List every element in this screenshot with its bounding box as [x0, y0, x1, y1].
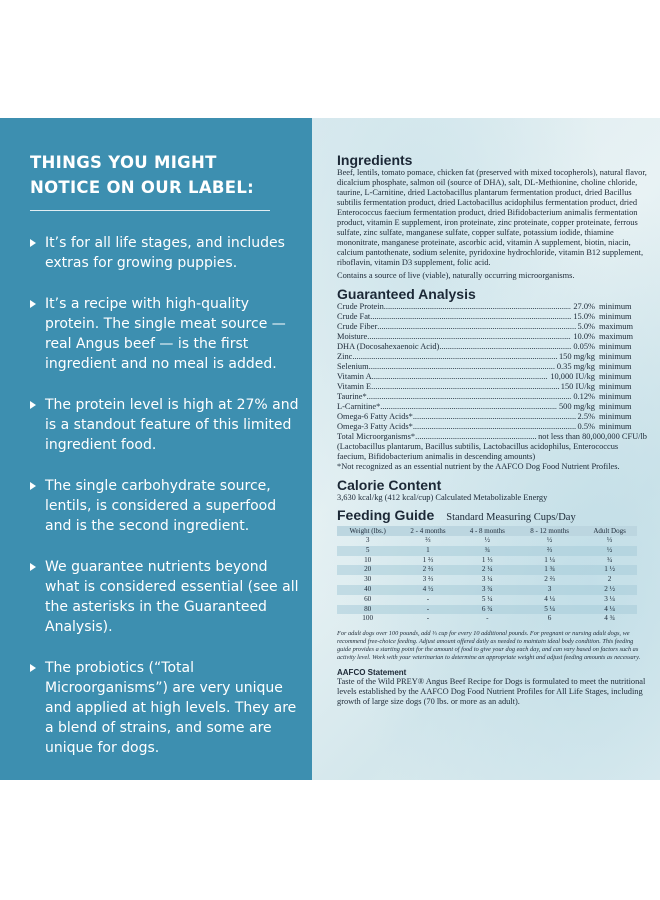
table-row [337, 585, 637, 595]
table-cell: 3 ¼ [604, 594, 615, 603]
ga-leader [370, 312, 571, 322]
table-cell: 5 ¼ [517, 605, 582, 615]
list-item-text: It’s a recipe with high-quality protein. The single meat source — real Angus beef — is the first ingredient and no meal is added. [45, 296, 286, 372]
ga-row [337, 422, 647, 432]
ga-name: Omega-6 Fatty Acids* [337, 412, 413, 421]
ga-unit: minimum [599, 342, 632, 351]
guaranteed-analysis-heading: Guaranteed Analysis [337, 286, 476, 302]
table-cell: 40 [337, 585, 398, 595]
ga-value: 27.0% [573, 302, 595, 311]
ga-name: L-Carnitine* [337, 402, 381, 411]
ga-value: 150 mg/kg [558, 352, 595, 361]
ga-unit: minimum [599, 352, 632, 361]
ga-value: 0.5% [577, 422, 595, 431]
table-cell: 60 [364, 594, 372, 603]
ga-unit: minimum [599, 422, 632, 431]
ga-name: Omega-3 Fatty Acids* [337, 422, 413, 431]
table-cell: ¾ [458, 546, 517, 556]
table-cell: - [426, 594, 430, 603]
ga-leader [380, 402, 557, 412]
ga-name: Crude Protein [337, 302, 384, 311]
table-row [337, 614, 637, 624]
table-cell: 100 [362, 614, 374, 623]
ga-unit: minimum [599, 312, 632, 321]
ga-name: Zinc [337, 352, 353, 361]
ga-leader [367, 332, 571, 342]
ga-unit: maximum [599, 322, 633, 331]
ga-name: Vitamin A [337, 372, 372, 381]
ga-value: 15.0% [573, 312, 595, 321]
ga-row [337, 402, 647, 412]
ga-value: 2.5% [577, 412, 595, 421]
table-cell: 6 [547, 614, 552, 623]
ga-leader [415, 432, 536, 442]
table-cell: 1 ½ [582, 565, 637, 575]
table-cell: 3 [365, 536, 370, 544]
nutrition-label [312, 118, 660, 780]
ga-row [337, 372, 647, 382]
ga-row [337, 392, 647, 402]
list-item-text: The probiotics (“Total Microorganisms”) are very unique and applied at high levels. They are a blend of strains, and some are unique for dogs. [45, 660, 297, 756]
table-cell: 1 [398, 546, 457, 556]
ga-leader [369, 362, 555, 372]
ingredients-heading: Ingredients [337, 152, 413, 168]
arrow-bullet-icon [30, 664, 36, 672]
table-cell: - [426, 614, 430, 623]
ga-row [337, 412, 647, 422]
ga-row [337, 302, 647, 312]
table-cell: 4 ¾ [604, 614, 615, 623]
title-divider [30, 210, 270, 211]
ga-leader [413, 412, 576, 422]
table-cell: - [486, 614, 489, 623]
ga-value: not less than 80,000,000 CFU/lb [538, 432, 647, 441]
ga-row [337, 382, 647, 392]
table-cell: 6 ¾ [458, 605, 517, 615]
table-row [337, 556, 637, 566]
ga-row [337, 312, 647, 322]
arrow-bullet-icon [30, 482, 36, 490]
feeding-guide-header [337, 507, 647, 523]
ga-value: 150 IU/kg [560, 382, 595, 391]
table-cell: ¾ [606, 555, 613, 564]
ga-row [337, 342, 647, 352]
feeding-guide-heading: Feeding Guide [337, 507, 435, 523]
ga-value: 10.0% [573, 332, 595, 341]
table-cell: 3 ¾ [458, 585, 517, 595]
ga-unit: minimum [599, 412, 632, 421]
ga-unit: minimum [599, 392, 632, 401]
table-cell: ⅔ [425, 536, 431, 544]
list-item [30, 557, 300, 637]
arrow-bullet-icon [30, 563, 36, 571]
ga-unit: minimum [599, 302, 632, 311]
table-cell: ½ [484, 536, 490, 544]
ga-unit: maximum [599, 332, 633, 341]
table-cell: 5 ¼ [481, 594, 493, 603]
aafco-text: Taste of the Wild PREY® Angus Beef Recipe for Dogs is formulated to meet the nutritional levels established by the AAFCO Dog Food Nutrient Profiles for All Life Stages, including growth of large size dogs (70 lbs. or more as an adult). [337, 677, 646, 707]
table-cell: 4 ¼ [544, 594, 555, 603]
ga-unit: minimum [599, 372, 632, 381]
ga-leader [352, 352, 557, 362]
feeding-column-header: Adult Dogs [582, 526, 637, 536]
ga-row [337, 352, 647, 362]
feeding-column-header: 8 - 12 months [517, 526, 582, 536]
ga-row [337, 322, 647, 332]
ga-value: 5.0% [577, 322, 595, 331]
ga-leader [371, 382, 559, 392]
aafco-heading: AAFCO Statement [337, 668, 407, 678]
list-item [30, 395, 300, 455]
highlights-title: THINGS YOU MIGHT NOTICE ON OUR LABEL: [30, 153, 255, 197]
ingredients-note: Contains a source of live (viable), naturally occurring microorganisms. [337, 271, 575, 280]
list-item-text: It’s for all life stages, and includes extras for growing puppies. [45, 235, 285, 271]
table-cell: - [398, 605, 457, 615]
table-cell: 30 [364, 575, 372, 584]
table-row [337, 575, 637, 585]
ga-unit: minimum [599, 402, 632, 411]
feeding-column-header: 2 - 4 months [398, 526, 457, 536]
table-row [337, 605, 637, 615]
table-cell: 2 ⅔ [398, 565, 457, 575]
ga-row [337, 362, 647, 372]
table-cell: 3 [517, 585, 582, 595]
table-cell: 3 ⅔ [422, 575, 434, 584]
ga-leader [372, 372, 549, 382]
table-cell: ⅓ [606, 536, 613, 544]
table-row [337, 536, 637, 546]
list-item [30, 658, 300, 758]
table-cell: 5 [337, 546, 398, 556]
ga-name: Vitamin E [337, 382, 372, 391]
highlights-list [30, 233, 300, 779]
table-cell: 2 ¼ [458, 565, 517, 575]
table-cell: 3 ¼ [481, 575, 493, 584]
ga-name: Taurine* [337, 392, 367, 401]
highlights-panel [0, 118, 312, 780]
label-panel [0, 118, 660, 780]
ga-name: Moisture [337, 332, 368, 341]
ga-name: Crude Fat [337, 312, 371, 321]
ga-name: Total Microorganisms* [337, 432, 416, 441]
table-cell: 1 ⅓ [481, 555, 493, 564]
ga-value: 0.12% [573, 392, 595, 401]
table-cell: 2 [607, 575, 612, 584]
ga-leader [377, 322, 575, 332]
arrow-bullet-icon [30, 401, 36, 409]
arrow-bullet-icon [30, 300, 36, 308]
feeding-column-header: 4 - 8 months [458, 526, 517, 536]
list-item-text: The protein level is high at 27% and is a standout feature of this limited ingredient food. [45, 397, 299, 453]
table-cell: ½ [582, 546, 637, 556]
feeding-note: For adult dogs over 100 pounds, add ⅓ cup for every 10 additional pounds. For pregnant or nursing adult dogs, we recommend free-choice feeding. Adjust amount offered daily as needed to maintain ideal body condition. This feeding guide provides a starting point for the amount of food to give your dog each day, and can vary based on factors such as activity level. Work with your veterinarian to determine an appropriate weight and adjust feeding amounts as necessary. [337, 630, 641, 662]
guaranteed-analysis-table [337, 302, 647, 432]
table-row [337, 595, 637, 605]
list-item [30, 476, 300, 536]
feeding-column-header: Weight (lbs.) [337, 526, 398, 536]
feeding-table-header [337, 526, 637, 536]
ga-unit: minimum [599, 362, 632, 371]
feeding-table [337, 526, 637, 624]
table-cell: 1 ¾ [517, 565, 582, 575]
ga-value: 0.05% [573, 342, 595, 351]
ga-value: 500 mg/kg [558, 402, 595, 411]
ga-leader [439, 342, 571, 352]
feeding-guide-subheading: Standard Measuring Cups/Day [446, 512, 576, 523]
ga-value: 0.35 mg/kg [556, 362, 595, 371]
ga-leader [413, 422, 576, 432]
table-cell: 80 [337, 605, 398, 615]
table-cell: 2 ½ [582, 585, 637, 595]
table-cell: 4 ½ [398, 585, 457, 595]
ga-micro-detail: (Lactobacillus plantarum, Bacillus subtilis, Lactobacillus acidophilus, Enterococcus faecium, Bifidobacterium animalis in descending amounts) [337, 442, 619, 461]
table-cell: 2 ⅔ [544, 575, 555, 584]
table-cell: ⅔ [517, 546, 582, 556]
table-cell: 10 [364, 555, 372, 564]
ingredients-text: Beef, lentils, tomato pomace, chicken fat (preserved with mixed tocopherols), natural flavor, dicalcium phosphate, salmon oil (source of DHA), salt, DL-Methionine, choline chloride, taurine, L-Carnitine, dried Lactobacillus plantarum fermentation product, dried Bacillus subtilis fermentation product, dried Lactobacillus acidophilus fermentation product, dried Enterococcus faecium fermentation product, dried Bifidobacterium animalis fermentation product, vitamin E supplement, iron proteinate, zinc proteinate, copper proteinate, ferrous sulfate, zinc sulfate, manganese sulfate, copper sulfate, potassium iodide, thiamine mononitrate, manganese proteinate, ascorbic acid, vitamin A supplement, biotin, niacin, calcium pantothenate, sodium selenite, pyridoxine hydrochloride, vitamin B12 supplement, riboflavin, vitamin D3 supplement, folic acid. [337, 168, 647, 267]
ga-leader [384, 302, 572, 312]
list-item [30, 233, 300, 273]
ga-leader [367, 392, 572, 402]
feeding-table-body [337, 536, 637, 624]
list-item-text: The single carbohydrate source, lentils, is considered a superfood and is the second ingredient. [45, 478, 277, 534]
ga-row [337, 332, 647, 342]
arrow-bullet-icon [30, 239, 36, 247]
table-row [337, 546, 637, 556]
ga-name: Selenium [337, 362, 369, 371]
ga-footnote: *Not recognized as an essential nutrient by the AAFCO Dog Food Nutrient Profiles. [337, 462, 620, 471]
table-cell: 20 [337, 565, 398, 575]
table-cell: ½ [546, 536, 553, 544]
ga-value: 10,000 IU/kg [550, 372, 595, 381]
ga-row-microorganisms [337, 432, 647, 442]
label-content [337, 152, 647, 707]
ga-name: DHA (Docosahexaenoic Acid) [337, 342, 440, 351]
ga-unit: minimum [599, 382, 632, 391]
table-cell: 4 ¼ [582, 605, 637, 615]
list-item [30, 294, 300, 374]
list-item-text: We guarantee nutrients beyond what is considered essential (see all the asterisks in the Guaranteed Analysis). [45, 559, 299, 635]
ga-name: Crude Fiber [337, 322, 378, 331]
calorie-heading: Calorie Content [337, 477, 442, 493]
calorie-text: 3,630 kcal/kg (412 kcal/cup) Calculated Metabolizable Energy [337, 493, 548, 502]
table-row [337, 565, 637, 575]
table-cell: 1 ⅔ [422, 555, 434, 564]
table-cell: 1 ¼ [544, 555, 555, 564]
